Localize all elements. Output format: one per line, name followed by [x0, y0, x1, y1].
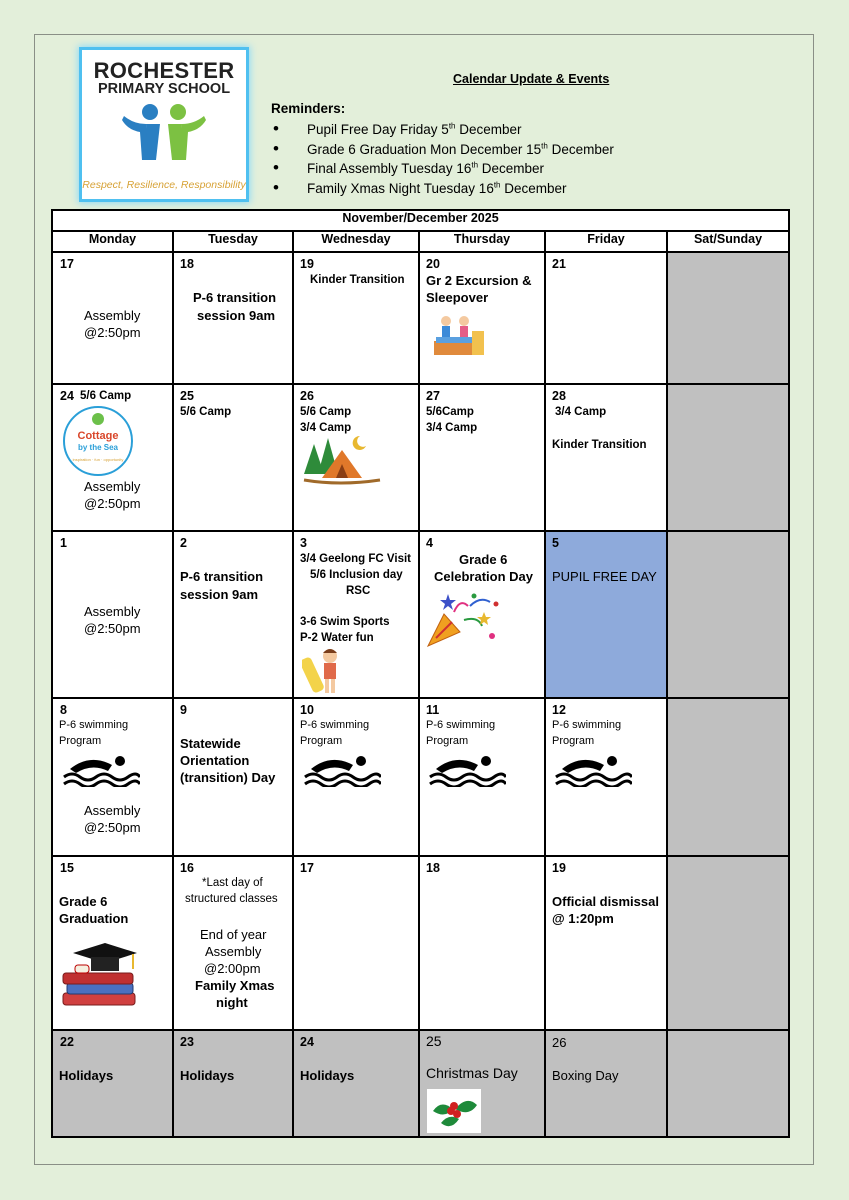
swimmer-icon — [426, 749, 506, 787]
day-cell — [545, 856, 667, 1030]
holiday-cell — [173, 1030, 293, 1137]
calendar-heading: November/December 2025 — [52, 210, 789, 231]
page-title: Calendar Update & Events — [453, 72, 610, 86]
day-number: 22 — [60, 1035, 74, 1049]
day-number: 10 — [300, 703, 314, 717]
day-number: 8 — [60, 703, 67, 717]
event-text: (transition) Day — [180, 770, 276, 785]
event-text: P-2 Water fun — [300, 632, 374, 644]
event-text: Graduation — [59, 911, 129, 926]
day-number: 23 — [180, 1035, 194, 1049]
badge-text: Cottage — [77, 430, 119, 442]
event-text: @2:50pm — [84, 325, 141, 340]
event-text: Christmas Day — [426, 1065, 518, 1081]
day-header: Sat/Sunday — [667, 231, 789, 252]
holiday-cell — [419, 1030, 545, 1137]
day-number: 17 — [300, 861, 314, 875]
event-text: Family Xmas — [195, 978, 275, 993]
event-text: P-6 transition — [180, 569, 264, 584]
day-cell — [545, 384, 667, 531]
event-text: Assembly — [205, 944, 262, 959]
day-number: 4 — [426, 536, 433, 550]
water-fun-kid-icon — [302, 647, 346, 695]
day-cell — [173, 531, 293, 698]
day-number: 27 — [426, 389, 440, 403]
event-text: Gr 2 Excursion & — [426, 273, 532, 288]
day-cell — [52, 252, 173, 384]
event-text: P-6 swimming — [552, 719, 622, 731]
day-cell — [545, 252, 667, 384]
day-header: Thursday — [419, 231, 545, 252]
event-text: Assembly — [84, 803, 141, 818]
event-text: @2:00pm — [204, 961, 261, 976]
event-text: night — [216, 995, 248, 1010]
day-header: Wednesday — [293, 231, 419, 252]
event-text: Program — [59, 735, 102, 747]
calendar-table — [51, 209, 790, 1138]
day-number: 24 — [300, 1035, 314, 1049]
day-header: Monday — [52, 231, 173, 252]
event-text: Program — [552, 735, 595, 747]
event-text: Kinder Transition — [552, 439, 647, 451]
logo-line-2: PRIMARY SCHOOL — [97, 81, 231, 97]
event-text: Holidays — [180, 1068, 235, 1083]
event-text: 5/6 Camp — [180, 406, 232, 418]
event-text: Program — [300, 735, 343, 747]
day-number: 19 — [552, 861, 566, 875]
event-text: Orientation — [180, 753, 250, 768]
day-cell — [293, 384, 419, 531]
reminder-item: • Grade 6 Graduation Mon December 15th December — [271, 140, 614, 160]
day-cell — [419, 252, 545, 384]
event-text: Assembly — [84, 479, 141, 494]
day-cell — [52, 384, 173, 531]
event-text: Assembly — [84, 308, 141, 323]
reminder-item: • Family Xmas Night Tuesday 16th December — [271, 179, 614, 199]
swimmer-icon — [552, 749, 632, 787]
event-text: session 9am — [197, 308, 276, 323]
event-text: Sleepover — [426, 290, 489, 305]
day-cell — [173, 856, 293, 1030]
day-number: 1 — [60, 536, 67, 550]
day-cell — [52, 531, 173, 698]
holiday-cell — [293, 1030, 419, 1137]
weekend-cell — [667, 856, 789, 1030]
event-text: Boxing Day — [552, 1068, 619, 1083]
day-number: 15 — [60, 861, 74, 875]
event-text: PUPIL FREE DAY — [552, 569, 657, 584]
reminder-item: • Final Assembly Tuesday 16th December — [271, 159, 614, 179]
day-cell — [419, 384, 545, 531]
weekend-cell — [667, 531, 789, 698]
badge-text: inspiration · fun · opportunity — [72, 457, 124, 462]
sleepover-kids-icon — [432, 313, 488, 357]
party-popper-icon — [426, 592, 500, 648]
day-number: 2 — [180, 536, 187, 550]
weekend-cell — [667, 698, 789, 856]
day-number: 16 — [180, 861, 194, 875]
event-text: @2:50pm — [84, 496, 141, 511]
event-text: Statewide — [180, 736, 241, 751]
event-text: 3-6 Swim Sports — [300, 616, 390, 628]
event-text: P-6 swimming — [300, 719, 370, 731]
day-number: 25 — [426, 1033, 442, 1049]
event-text: 5/6Camp — [426, 406, 474, 418]
day-number: 24 — [60, 389, 74, 403]
reminders-heading: Reminders: — [271, 101, 346, 116]
day-number: 26 — [552, 1035, 567, 1050]
event-text: Grade 6 — [59, 894, 108, 909]
event-text: Holidays — [59, 1068, 114, 1083]
event-text: 5/6 Camp — [80, 390, 132, 402]
day-number: 18 — [180, 257, 194, 271]
event-text: @ 1:20pm — [552, 911, 614, 926]
swimmer-icon — [60, 749, 140, 787]
day-cell — [52, 698, 173, 856]
event-text: End of year — [200, 927, 267, 942]
event-text: Holidays — [300, 1068, 355, 1083]
badge-text: by the Sea — [77, 443, 119, 452]
day-cell — [419, 856, 545, 1030]
reminders-section — [271, 101, 614, 198]
day-number: 12 — [552, 703, 566, 717]
day-number: 26 — [300, 389, 314, 403]
event-text: 3/4 Camp — [300, 422, 352, 434]
day-cell — [545, 698, 667, 856]
day-number: 21 — [552, 257, 566, 271]
event-text: P-6 transition — [193, 290, 277, 305]
event-text: *Last day of — [202, 877, 263, 889]
people-icon — [120, 102, 208, 162]
event-text: Assembly — [84, 604, 141, 619]
day-number: 25 — [180, 389, 194, 403]
day-cell — [293, 698, 419, 856]
day-number: 18 — [426, 861, 440, 875]
weekend-cell — [667, 252, 789, 384]
day-cell — [419, 698, 545, 856]
event-text: Program — [426, 735, 469, 747]
day-header: Friday — [545, 231, 667, 252]
day-cell — [173, 384, 293, 531]
event-text: Official dismissal — [552, 894, 659, 909]
event-text: 5/6 Inclusion day — [310, 569, 403, 581]
event-text: P-6 swimming — [59, 719, 129, 731]
event-text: 5/6 Camp — [300, 406, 352, 418]
day-number: 11 — [426, 703, 440, 717]
day-cell — [293, 252, 419, 384]
event-text: @2:50pm — [84, 621, 141, 636]
day-number: 28 — [552, 389, 566, 403]
event-text: Celebration Day — [434, 569, 533, 584]
graduation-cap-books-icon — [59, 943, 141, 1009]
holiday-cell — [52, 1030, 173, 1137]
event-text: Grade 6 — [459, 552, 508, 567]
logo-tagline: Respect, Resilience, Responsibility — [82, 179, 246, 191]
day-number: 19 — [300, 257, 314, 271]
weekend-cell — [667, 384, 789, 531]
event-text: @2:50pm — [84, 820, 141, 835]
event-text: 3/4 Camp — [426, 422, 478, 434]
event-text: Kinder Transition — [310, 274, 405, 286]
day-number: 5 — [552, 536, 559, 550]
cottage-by-the-sea-badge — [62, 405, 134, 477]
day-cell — [173, 252, 293, 384]
logo-line-1: ROCHESTER — [93, 58, 235, 83]
event-text: 3/4 Camp — [555, 406, 607, 418]
day-number: 17 — [60, 257, 74, 271]
day-cell — [173, 698, 293, 856]
day-cell — [52, 856, 173, 1030]
pupil-free-day-cell — [545, 531, 667, 698]
event-text: P-6 swimming — [426, 719, 496, 731]
event-text: structured classes — [185, 893, 278, 905]
event-text: RSC — [346, 585, 371, 597]
weekend-cell — [667, 1030, 789, 1137]
camping-tent-icon — [300, 430, 386, 492]
day-number: 20 — [426, 257, 440, 271]
day-number: 9 — [180, 703, 187, 717]
day-number: 3 — [300, 536, 307, 550]
day-header: Tuesday — [173, 231, 293, 252]
day-cell — [293, 856, 419, 1030]
event-text: 3/4 Geelong FC Visit — [300, 553, 411, 565]
holly-icon — [427, 1089, 481, 1133]
day-cell — [419, 531, 545, 698]
swimmer-icon — [301, 749, 381, 787]
event-text: session 9am — [180, 587, 259, 602]
holiday-cell — [545, 1030, 667, 1137]
school-logo — [82, 50, 246, 199]
reminder-item: • Pupil Free Day Friday 5th December — [271, 120, 614, 140]
reminders-list — [271, 120, 614, 198]
day-cell — [293, 531, 419, 698]
